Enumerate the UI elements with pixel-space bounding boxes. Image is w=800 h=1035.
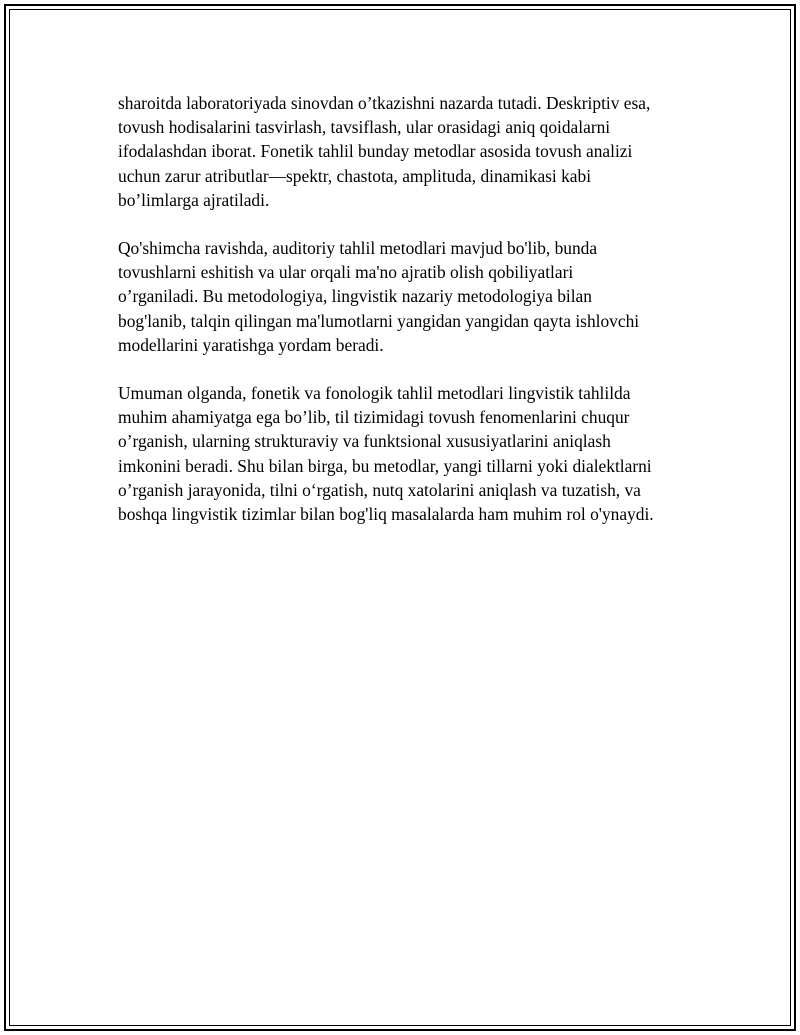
document-body xyxy=(118,91,708,550)
text-line: bog'lanib, talqin qilingan ma'lumotlarni yangidan yangidan qayta ishlovchi xyxy=(118,310,640,331)
text-line: ifodalashdan iborat. Fonetik tahlil bunday metodlar asosida tovush analizi xyxy=(118,141,633,162)
paragraph-1 xyxy=(118,91,708,212)
text-line: bo’limlarga ajratiladi. xyxy=(118,189,270,210)
text-line: sharoitda laboratoriyada sinovdan o’tkazishni nazarda tutadi. Deskriptiv esa, xyxy=(118,93,651,113)
text-line: muhim ahamiyatga ega bo’lib, til tizimidagi tovush fenomenlarini chuqur xyxy=(118,407,630,428)
text-line: imkonini beradi. Shu bilan birga, bu metodlar, yangi tillarni yoki dialektlarni xyxy=(118,455,652,476)
text-line: o’rganiladi. Bu metodologiya, lingvistik nazariy metodologiya bilan xyxy=(118,286,592,307)
text-line: tovushlarni eshitish va ular orqali ma'no ajratib olish qobiliyatlari xyxy=(118,262,574,283)
paragraph-3 xyxy=(118,381,708,526)
text-line: o’rganish, ularning strukturaviy va funktsional xususiyatlarini aniqlash xyxy=(118,431,611,452)
text-line: Qo'shimcha ravishda, auditoriy tahlil metodlari mavjud bo'lib, bunda xyxy=(118,238,598,259)
text-line: uchun zarur atributlar—spektr, chastota, amplituda, dinamikasi kabi xyxy=(118,165,592,186)
text-line: o’rganish jarayonida, tilni o‘rgatish, nutq xatolarini aniqlash va tuzatish, va xyxy=(118,479,641,500)
text-line: boshqa lingvistik tizimlar bilan bog'liq masalalarda ham muhim rol o'ynaydi. xyxy=(118,504,654,525)
text-line: Umuman olganda, fonetik va fonologik tahlil metodlari lingvistik tahlilda xyxy=(118,383,631,404)
text-line: modellarini yaratishga yordam beradi. xyxy=(118,334,384,355)
text-line: tovush hodisalarini tasvirlash, tavsiflash, ular orasidagi aniq qoidalarni xyxy=(118,117,611,138)
paragraph-2 xyxy=(118,236,708,357)
